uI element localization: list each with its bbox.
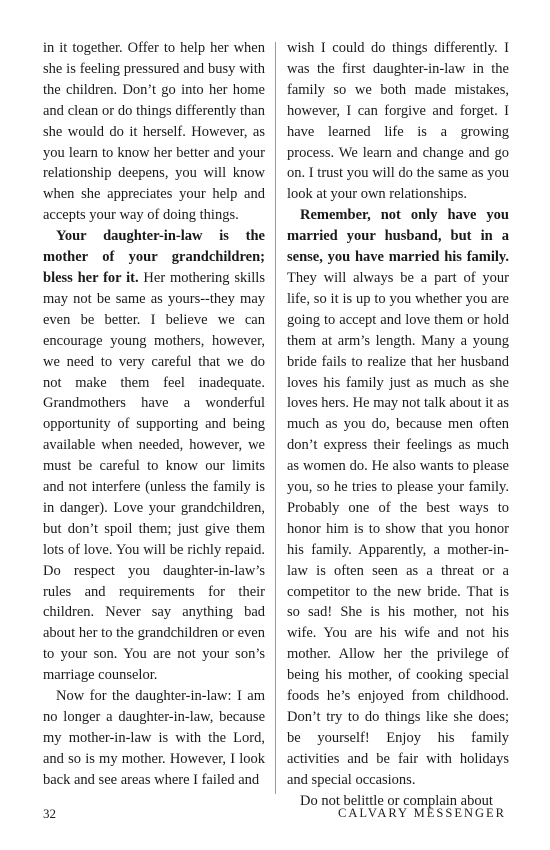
column-divider [275, 42, 276, 794]
paragraph: Now for the daughter-in-law: I am no longer a daughter-in-law, because my mother-in-law is with the Lord, and so is my mother. However, I look back and see areas where I failed and [43, 688, 265, 788]
paragraph [43, 226, 265, 686]
right-column [287, 38, 509, 812]
paragraph [287, 205, 509, 790]
paragraph: wish I could do things differently. I was the first daughter-in-law in the family so we both made mistakes, however, I can forgive and forget. I have learned life is a growing process. We learn and change and go on. I trust you will do the same as you look at your own relationships. [287, 40, 509, 203]
paragraph-text: Her mothering skills may not be same as yours--they may even be better. I believe we can encourage young mothers, however, we need to very careful that we do not make them feel inadequate. Grandmothers have a wonderful opportunity of supporting and being available when needed, however, we must be careful to know our limits and not interfere (unless the family is in danger). Love your grandchildren, but don’t spoil them; just give them lots of love. You will be richly repaid. Do respect you daughter-in-law’s rules and requirements for their children. Never say anything bad about her to the grandchildren or even to your son. You are not your son’s marriage counselor. [43, 269, 265, 684]
page-number: 32 [43, 806, 56, 821]
bold-lead-sentence: Your daughter-in-law is the mother of your grandchildren; bless her for it. [43, 228, 265, 286]
paragraph-text: They will always be a part of your life, so it is up to you whether you are going to accept and love them or hold them at arm’s length. Many a young bride fails to realize that her husband loves his family just as much as she loves hers. He may not talk about it as much as you do, because men often don’t express their feelings as much as women do. He also wants to please you, so he tries to please your family. Probably one of the best ways to honor him is to show that you honor his family. Apparently, a mother-in-law is often seen as a threat or a competitor to the new bride. That is so sad! She is his mother, not his wife. You are his wife and not his mother. Allow her the privilege of being his mother, of cooking special foods he’s enjoyed from childhood. Don’t try to do things like she does; be yourself! Enjoy his family activities and be fair with holidays and special occasions. [287, 269, 509, 788]
left-column [43, 38, 265, 791]
publication-name: CALVARY MESSENGER [338, 806, 506, 820]
paragraph: Do not belittle or complain about [300, 792, 493, 809]
paragraph: in it together. Offer to help her when she is feeling pressured and busy with the children. Don’t go into her home and clean or do things differently than she would do it herself. However, as you learn to know her better and your relationship deepens, you will know when she appreciates your help and accepts your way of doing things. [43, 40, 265, 224]
bold-lead-sentence: Remember, not only have you married your husband, but in a sense, you have married his family. [287, 207, 509, 266]
